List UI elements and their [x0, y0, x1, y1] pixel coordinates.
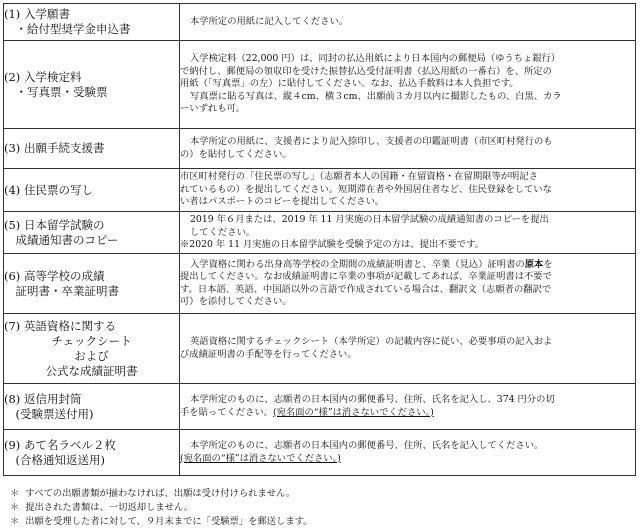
- row-label: [4, 169, 180, 212]
- content-line: 本学所定の用紙に、支援者により記入捺印し、支援者の印鑑証明書（市区町村発行のも: [190, 136, 553, 148]
- table-row: [4, 314, 636, 384]
- footnote: ＊ すべての出願書類が揃わなければ、出願は受け付けられません。: [10, 488, 296, 499]
- label-line: (受験票送付用): [4, 406, 94, 421]
- content-line: 用紙（「写真票」の左）に貼付してください。なお、払込手数料は本人負担です。: [180, 78, 519, 90]
- row-label: [4, 430, 180, 476]
- row-content: [180, 212, 636, 254]
- table-row: [4, 169, 636, 212]
- label-line: チェックシート: [51, 333, 132, 348]
- content-text: 手を貼ってください。: [180, 406, 273, 418]
- emphasis-text: 原本: [524, 258, 544, 270]
- row-content: [180, 254, 636, 314]
- table-row: [4, 254, 636, 314]
- row-content: [180, 314, 636, 384]
- label-line: (合格通知返送用): [4, 452, 105, 467]
- content-line: 市区町村発行の「住民票の写し」（志願者本人の国籍・在留資格・在留期限等が明記さ: [180, 171, 538, 183]
- row-label: [4, 254, 180, 314]
- table-row: [4, 4, 636, 41]
- content-line: 本学所定のものに、志願者の日本国内の郵便番号、住所、氏名を記入してください。: [190, 440, 544, 452]
- content-line: 提出してください。なお成績証明書に卒業の事項が記載してあれば、卒業証明書は不要で: [180, 271, 552, 283]
- underlined-note: (宛名面の“様”は消さないでください。): [180, 452, 341, 464]
- label-line: および: [74, 348, 109, 363]
- content-line: れているもの）を提出してください。短期滞在者や外国居住者など、住民登録をしていな: [180, 183, 552, 195]
- content-line: [180, 259, 635, 271]
- content-line: び成績証明書の手配等を行ってください。: [180, 348, 357, 360]
- row-content: [180, 169, 636, 212]
- content-line: い者はパスポートのコピーを提出してください。: [180, 196, 385, 208]
- content-line: してください。: [190, 226, 256, 238]
- label-line: 証明書・卒業証明書: [4, 283, 119, 298]
- table-row: [4, 41, 636, 129]
- label-line: (2) 入学検定料: [4, 69, 82, 84]
- footnotes: [10, 487, 312, 529]
- row-label: [4, 212, 180, 254]
- content-line: 本学所定のものに、志願者の日本国内の郵便番号、住所、氏名を記入し、374 円分の切: [190, 394, 555, 406]
- label-line: ・写真票・受験票: [4, 84, 108, 99]
- label-line: (5) 日本留学試験の: [4, 217, 105, 232]
- row-label: [4, 4, 180, 41]
- label-line: (3) 出願手続支援書: [4, 141, 105, 155]
- content-text: 入学資格に関わる出身高等学校の全期間の成績証明書と、卒業（見込）証明書の: [190, 258, 525, 270]
- table-row: [4, 129, 636, 169]
- footnote: ＊ 出願を受理した者に対して、９月末までに「受験票」を郵送します。: [10, 516, 313, 527]
- content-line: で納付し、郵便局の領収印を受けた振替払込受付証明書（払込用紙の一番右）を、所定の: [180, 65, 552, 77]
- content-line: す。日本語、英語、中国語以外の言語で作成されている場合は、翻訳文（志願者の翻訳で: [180, 283, 552, 295]
- label-line: (7) 英語資格に関する: [4, 318, 116, 333]
- content-line: 入学検定料（22,000 円）は、同封の払込用紙により日本国内の郵便局（ゆうちょ銀行）: [190, 53, 561, 65]
- label-line: (4) 住民票の写し: [4, 182, 93, 197]
- label-line: (1) 入学願書: [4, 7, 70, 21]
- content-line: の）を貼付してください。: [180, 148, 292, 160]
- label-line: 公式な成績証明書: [45, 363, 138, 378]
- label-line: 成績通知書のコピー: [4, 232, 119, 247]
- footnote: ＊ 提出された書類は、一切返却しません。: [10, 502, 194, 513]
- row-content: [180, 384, 636, 430]
- label-line: (8) 返信用封筒: [4, 391, 82, 406]
- table-row: [4, 212, 636, 254]
- content-line: 可）を添付してください。: [180, 295, 292, 307]
- content-line: 2019 年６月または、2019 年 11 月実施の日本留学試験の成績通知書のコピーを提出: [190, 214, 549, 226]
- content-line: [180, 407, 635, 419]
- row-label: [4, 129, 180, 169]
- row-label: [4, 314, 180, 384]
- label-line: ・給付型奨学金申込書: [4, 22, 131, 36]
- content-line: ーいずれも可。: [180, 103, 246, 115]
- content-text: を: [543, 258, 553, 270]
- row-label: [4, 384, 180, 430]
- row-content: [180, 41, 636, 129]
- content-line: 本学所定の用紙に記入してください。: [190, 15, 349, 27]
- label-line: (6) 高等学校の成績: [4, 268, 105, 283]
- row-content: [180, 430, 636, 476]
- row-label: [4, 41, 180, 129]
- row-content: [180, 4, 636, 41]
- table-row: [4, 384, 636, 430]
- application-documents-table: [3, 3, 636, 476]
- table-row: [4, 430, 636, 476]
- underlined-note: (宛名面の“様”は消さないでください。): [272, 406, 434, 418]
- content-line: 英語資格に関するチェックシート（本学所定）の記載内容に従い、必要事項の記入およ: [190, 336, 553, 348]
- row-content: [180, 129, 636, 169]
- label-line: (9) あて名ラベル２枚: [4, 437, 116, 452]
- note-line: ※2020 年 11 月実施の日本留学試験を受験予定の方は、提出不要です。: [180, 238, 484, 250]
- content-line: 写真票に貼る写真は、縦４cm、横３cm、出願前３カ月以内に撮影したもの、白黒、カラ: [190, 90, 562, 102]
